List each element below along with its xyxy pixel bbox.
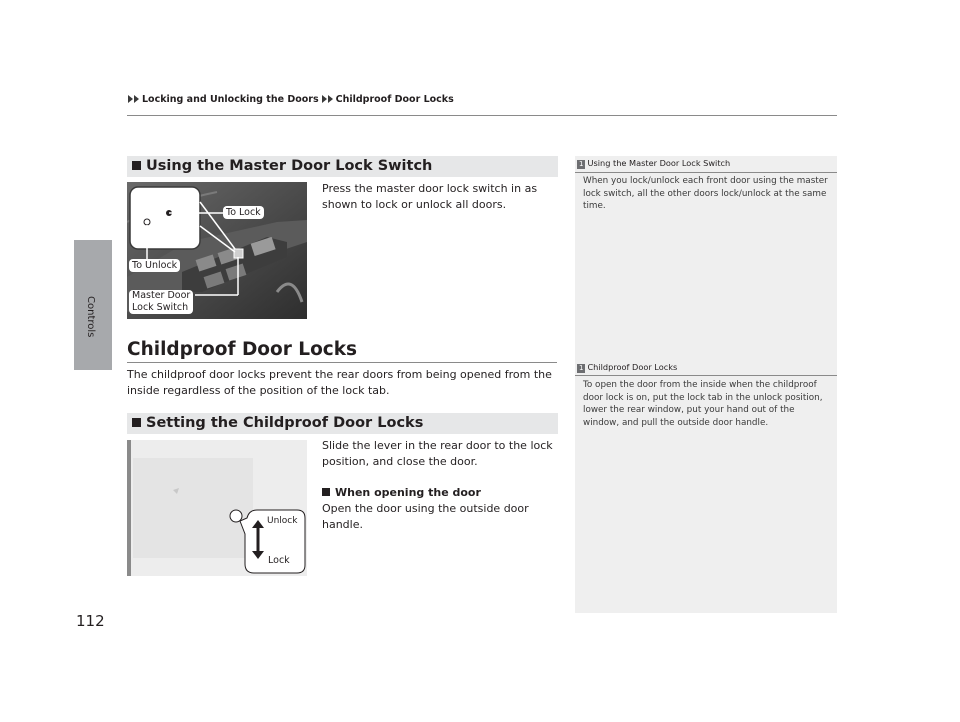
unlock-label: Unlock [267, 516, 298, 526]
subheading: When opening the door [322, 485, 558, 501]
header-rule [127, 115, 837, 116]
childproof-instructions: Slide the lever in the rear door to the lock position, and close the door. [322, 439, 553, 468]
arrow-icon [134, 95, 139, 103]
childproof-intro: The childproof door locks prevent the rear doors from being opened from the inside regardless of the position of the lock tab. [127, 368, 552, 397]
arrow-icon [328, 95, 333, 103]
breadcrumb-item[interactable]: Childproof Door Locks [335, 94, 454, 105]
master-switch-callout: Master Door Lock Switch [129, 290, 193, 314]
section-title-childproof: Setting the Childproof Door Locks [127, 413, 558, 434]
note-body: To open the door from the inside when the childproof door lock is on, put the lock tab in the unlock position, lower the rear window, put your hand out of the window, and pull the outside door handle. [583, 380, 823, 428]
master-switch-image [127, 182, 307, 319]
to-unlock-callout: To Unlock [129, 259, 180, 272]
master-lock-instructions: Press the master door lock switch in as shown to lock or unlock all doors. [322, 182, 538, 211]
heading-rule [127, 362, 557, 363]
to-lock-callout: To Lock [223, 206, 264, 219]
square-bullet-icon [132, 418, 141, 427]
arrow-icon [128, 95, 133, 103]
note-title: 1 Childproof Door Locks [579, 362, 678, 372]
breadcrumb-item[interactable]: Locking and Unlocking the Doors [142, 94, 319, 105]
note-rule [575, 172, 837, 173]
section-title-master-lock: Using the Master Door Lock Switch [127, 156, 558, 177]
breadcrumb [128, 94, 454, 105]
square-bullet-icon [132, 161, 141, 170]
page-heading: Childproof Door Locks [127, 339, 358, 360]
opening-instructions: Open the door using the outside door handle. [322, 502, 529, 531]
note-rule [575, 375, 837, 376]
note-title: 1 Using the Master Door Lock Switch [579, 158, 731, 168]
note-body: When you lock/unlock each front door using the master lock switch, all the other doors lock/unlock at the same time. [583, 176, 828, 211]
arrow-icon [322, 95, 327, 103]
childproof-lever-image [127, 440, 307, 576]
side-tab-label: Controls [85, 296, 96, 338]
note-number: 1 [579, 160, 584, 168]
note-number: 1 [579, 364, 584, 372]
lock-label: Lock [268, 555, 290, 566]
page-number: 112 [76, 612, 105, 630]
square-bullet-icon [322, 488, 330, 496]
